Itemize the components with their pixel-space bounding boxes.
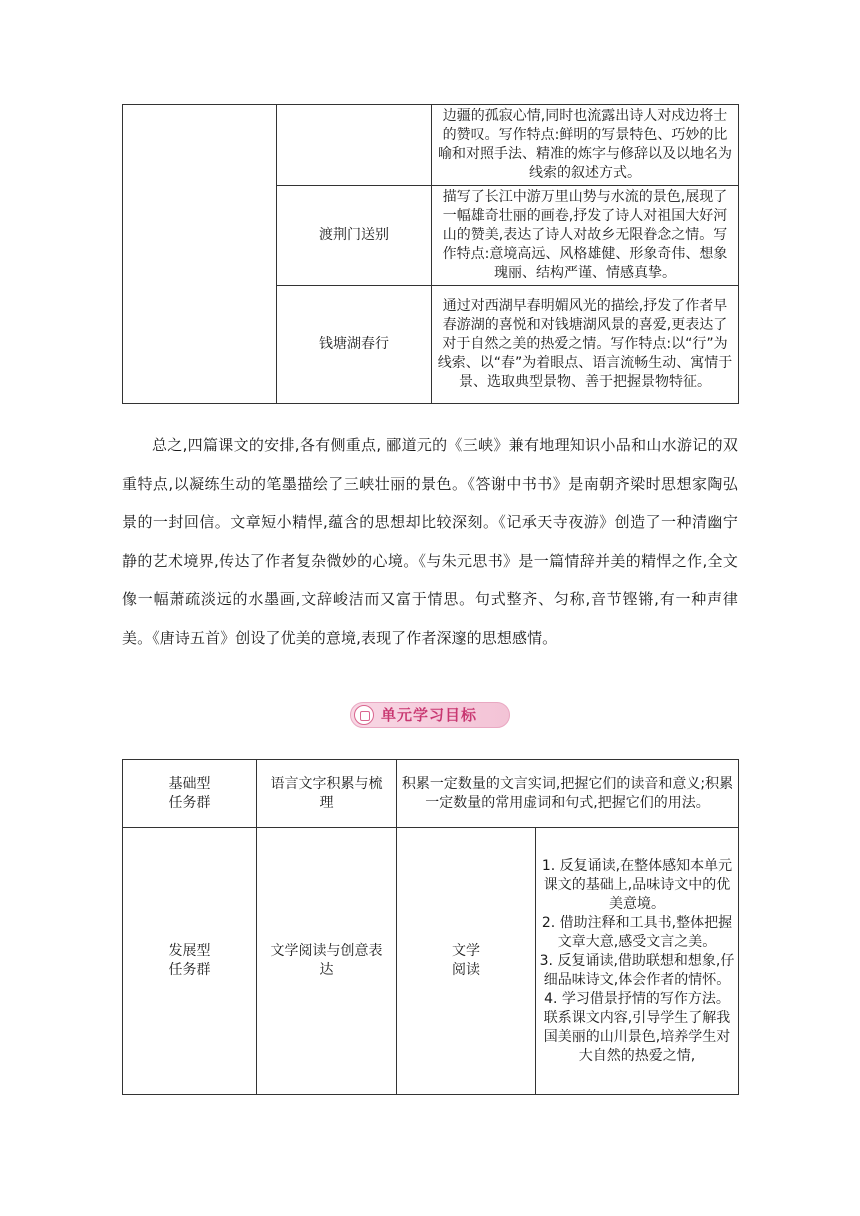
section-heading	[350, 702, 510, 728]
table-row	[123, 760, 739, 828]
goal-item: 4. 学习借景抒情的写作方法。联系课文内容,引导学生了解我国美丽的山川景色,培养学生对大自然的热爱之情,	[543, 990, 731, 1064]
poem-description-cell: 边疆的孤寂心情,同时也流露出诗人对戍边将士的赞叹。写作特点:鲜明的写景特色、巧妙的比喻和对照手法、精准的炼字与修辞以及以地名为线索的叙述方式。	[432, 105, 739, 186]
section-heading-label: 单元学习目标	[381, 706, 478, 724]
goal-list-cell	[536, 828, 739, 1095]
table-row	[123, 105, 739, 186]
task-type-cell: 语言文字积累与梳理	[257, 760, 397, 828]
task-group-line: 基础型	[168, 775, 211, 792]
book-badge-icon	[354, 705, 374, 725]
sub-category-cell	[397, 828, 536, 1095]
task-group-line: 任务群	[168, 794, 211, 811]
goal-item: 3. 反复诵读,借助联想和想象,仔细品味诗文,体会作者的情怀。	[539, 952, 735, 988]
unit-goals-table	[122, 759, 739, 1095]
task-group-cell	[123, 760, 257, 828]
poem-analysis-table	[122, 104, 739, 404]
poem-title-cell	[277, 105, 432, 186]
task-type-cell: 文学阅读与创意表达	[257, 828, 397, 1095]
task-group-line: 任务群	[168, 962, 211, 978]
task-group-cell	[123, 828, 257, 1095]
summary-paragraph: 总之,四篇课文的安排,各有侧重点, 郦道元的《三峡》兼有地理知识小品和山水游记的双重特点,以凝练生动的笔墨描绘了三峡壮丽的景色。《答谢中书书》是南朝齐梁时思想家陶弘景的一封回信。文章短小精悍,蕴含的思想却比较深刻。《记承天寺夜游》创造了一种清幽宁静的艺术境界,传达了作者复杂微妙的心境。《与朱元思书》是一篇情辞并美的精悍之作,全文像一幅萧疏淡远的水墨画,文辞峻洁而又富于情思。句式整齐、匀称,音节铿锵,有一种声律美。《唐诗五首》创设了优美的意境,表现了作者深邃的思想感情。	[122, 436, 738, 647]
sub-category-line: 阅读	[452, 962, 480, 978]
poem-title-cell: 钱塘湖春行	[277, 286, 432, 404]
task-group-line: 发展型	[168, 943, 211, 959]
merged-category-cell	[123, 105, 277, 404]
poem-description-cell: 描写了长江中游万里山势与水流的景色,展现了一幅雄奇壮丽的画卷,抒发了诗人对祖国大好河山的赞美,表达了诗人对故乡无限眷念之情。写作特点:意境高远、风格雄健、形象奇伟、想象瑰丽、结构严谨、情感真挚。	[432, 186, 739, 286]
poem-title-cell: 渡荆门送别	[277, 186, 432, 286]
table-row	[123, 828, 739, 1095]
goal-item: 1. 反复诵读,在整体感知本单元课文的基础上,品味诗文中的优美意境。	[541, 857, 733, 912]
sub-category-line: 文学	[452, 943, 480, 959]
poem-description-cell: 通过对西湖早春明媚风光的描绘,抒发了作者早春游湖的喜悦和对钱塘湖风景的喜爱,更表达了对于自然之美的热爱之情。写作特点:以“行”为线索、以“春”为着眼点、语言流畅生动、寓情于景、选取典型景物、善于把握景物特征。	[432, 286, 739, 404]
goal-item: 2. 借助注释和工具书,整体把握文章大意,感受文言之美。	[541, 914, 733, 950]
objective-cell: 积累一定数量的文言实词,把握它们的读音和意义;积累一定数量的常用虚词和句式,把握它们的用法。	[397, 760, 739, 828]
